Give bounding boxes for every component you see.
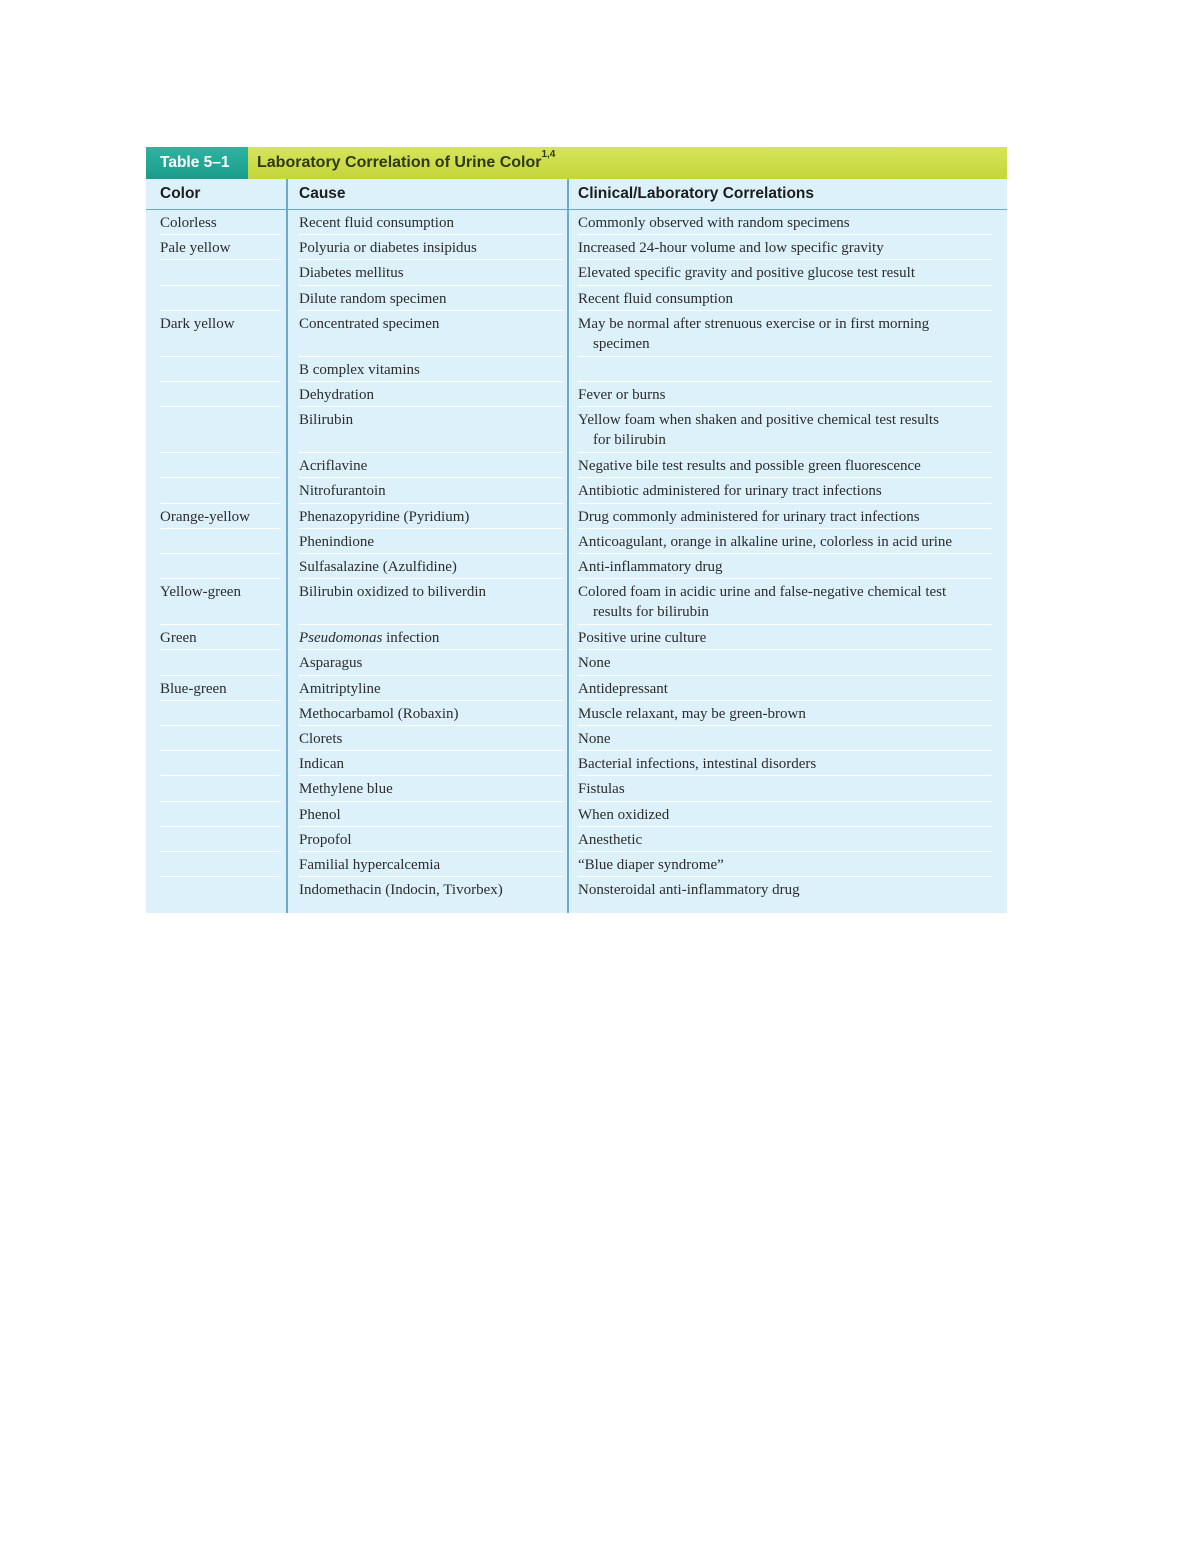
cell-cause: B complex vitamins bbox=[299, 361, 420, 378]
urine-color-table bbox=[146, 147, 1007, 913]
cell-correlation bbox=[578, 481, 882, 501]
cell-correlation-line: Antibiotic administered for urinary tract infections bbox=[578, 483, 882, 500]
table-row bbox=[146, 554, 1007, 579]
cell-cause: Asparagus bbox=[299, 655, 363, 672]
cell-cause: Familial hypercalcemia bbox=[299, 857, 441, 873]
table-title-text: Laboratory Correlation of Urine Color bbox=[257, 154, 542, 171]
cell-color: Dark yellow bbox=[160, 315, 235, 332]
cell-correlation bbox=[578, 653, 611, 673]
cell-cause: Sulfasalazine (Azulfidine) bbox=[299, 559, 457, 575]
cell-cause: Indomethacin (Indocin, Tivorbex) bbox=[299, 882, 503, 899]
cell-correlation-line: Elevated specific gravity and positive glucose test result bbox=[578, 265, 915, 282]
cell-correlation-line: “Blue diaper syndrome” bbox=[578, 857, 724, 873]
cell-correlation-line: Drug commonly administered for urinary tract infections bbox=[578, 508, 920, 525]
table-row bbox=[146, 235, 1007, 260]
cell-correlation-line: Positive urine culture bbox=[578, 630, 707, 647]
cell-correlation-line: Anesthetic bbox=[578, 831, 643, 848]
cell-cause bbox=[299, 628, 439, 648]
cell-correlation bbox=[578, 779, 625, 799]
table-title-bar bbox=[146, 147, 1007, 179]
cell-cause: Methylene blue bbox=[299, 781, 393, 798]
cell-correlation-line: May be normal after strenuous exercise or in first morning bbox=[578, 315, 930, 332]
cell-correlation bbox=[578, 507, 920, 527]
cell-cause: Phenazopyridine (Pyridium) bbox=[299, 508, 470, 525]
cell-correlation-continuation: for bilirubin bbox=[593, 432, 666, 449]
cell-correlation-continuation: results for bilirubin bbox=[593, 604, 709, 621]
cell-correlation-line: Anticoagulant, orange in alkaline urine, colorless in acid urine bbox=[578, 533, 953, 550]
cell-cause: Polyuria or diabetes insipidus bbox=[299, 240, 477, 257]
table-row bbox=[146, 802, 1007, 827]
cell-cause: Phenol bbox=[299, 806, 341, 823]
table-row bbox=[146, 852, 1007, 877]
cell-correlation-line: Anti-inflammatory drug bbox=[578, 559, 723, 575]
cell-cause: Diabetes mellitus bbox=[299, 265, 404, 282]
cell-color: Yellow-green bbox=[160, 584, 241, 601]
table-row bbox=[146, 877, 1007, 902]
cell-correlation bbox=[578, 754, 816, 774]
cell-correlation bbox=[578, 805, 669, 825]
cell-correlation bbox=[578, 557, 723, 577]
cell-correlation-line: Commonly observed with random specimens bbox=[578, 215, 850, 231]
cell-correlation-line: Antidepressant bbox=[578, 680, 668, 697]
cell-cause: Bilirubin bbox=[299, 412, 354, 429]
cell-color: Orange-yellow bbox=[160, 508, 250, 525]
header-cause: Cause bbox=[299, 185, 346, 202]
header-color: Color bbox=[160, 185, 201, 202]
table-number: Table 5–1 bbox=[146, 147, 248, 179]
table-row bbox=[146, 357, 1007, 382]
cell-correlation bbox=[578, 410, 939, 450]
cell-correlation bbox=[578, 532, 952, 552]
table-row bbox=[146, 827, 1007, 852]
table-row bbox=[146, 776, 1007, 801]
cell-correlation bbox=[578, 628, 706, 648]
table-row bbox=[146, 407, 1007, 453]
cell-correlation-line: Recent fluid consumption bbox=[578, 290, 733, 307]
cell-cause: Clorets bbox=[299, 731, 343, 747]
cell-correlation bbox=[578, 729, 611, 749]
table-row bbox=[146, 726, 1007, 751]
cell-color: Blue-green bbox=[160, 680, 227, 697]
table-row bbox=[146, 529, 1007, 554]
table-row bbox=[146, 286, 1007, 311]
header-correlations: Clinical/Laboratory Correlations bbox=[578, 185, 814, 202]
cell-cause: Bilirubin oxidized to biliverdin bbox=[299, 584, 487, 601]
table-row bbox=[146, 676, 1007, 701]
cell-color: Green bbox=[160, 630, 197, 647]
table-row bbox=[146, 210, 1007, 235]
cell-correlation-line: Muscle relaxant, may be green-brown bbox=[578, 705, 806, 722]
cell-correlation-line: Colored foam in acidic urine and false-negative chemical test bbox=[578, 584, 947, 601]
cell-correlation-line: Yellow foam when shaken and positive chemical test results bbox=[578, 412, 939, 429]
cell-cause: Indican bbox=[299, 756, 344, 773]
cell-cause: Recent fluid consumption bbox=[299, 215, 454, 231]
cell-correlation bbox=[578, 582, 946, 622]
cell-correlation-continuation: specimen bbox=[593, 335, 650, 352]
table-row bbox=[146, 453, 1007, 478]
cell-correlation bbox=[578, 213, 850, 233]
table-row bbox=[146, 650, 1007, 675]
cell-correlation-line: None bbox=[578, 655, 611, 672]
cell-correlation-line: Nonsteroidal anti-inflammatory drug bbox=[578, 882, 800, 899]
cell-cause: Propofol bbox=[299, 831, 352, 848]
table-row bbox=[146, 504, 1007, 529]
cell-cause: Phenindione bbox=[299, 533, 374, 550]
cell-color: Pale yellow bbox=[160, 240, 231, 257]
cell-cause: Acriflavine bbox=[299, 458, 368, 475]
table-row bbox=[146, 625, 1007, 650]
cell-correlation bbox=[578, 238, 884, 258]
cell-correlation-line: Fistulas bbox=[578, 781, 625, 798]
cell-correlation bbox=[578, 704, 806, 724]
table-row bbox=[146, 382, 1007, 407]
cell-correlation bbox=[578, 679, 668, 699]
table-row bbox=[146, 579, 1007, 625]
cell-correlation-line: Fever or burns bbox=[578, 387, 666, 403]
cell-cause: Amitriptyline bbox=[299, 680, 381, 697]
cell-cause: Dehydration bbox=[299, 387, 374, 403]
cell-correlation bbox=[578, 385, 665, 405]
cell-cause: Methocarbamol (Robaxin) bbox=[299, 705, 459, 722]
table-title-reference: 1,4 bbox=[541, 149, 556, 160]
table-header-row bbox=[146, 179, 1007, 210]
cell-cause: Nitrofurantoin bbox=[299, 483, 386, 500]
cell-correlation bbox=[578, 855, 724, 875]
table-title bbox=[257, 147, 555, 179]
cell-correlation bbox=[578, 456, 921, 476]
cell-correlation-line: None bbox=[578, 731, 611, 747]
cell-cause-italic: Pseudomonas bbox=[299, 630, 383, 647]
cell-correlation-line: Increased 24-hour volume and low specific gravity bbox=[578, 240, 884, 257]
cell-color: Colorless bbox=[160, 215, 217, 231]
table-row bbox=[146, 701, 1007, 726]
cell-correlation bbox=[578, 880, 800, 900]
cell-cause: Dilute random specimen bbox=[299, 290, 447, 307]
cell-correlation-line: When oxidized bbox=[578, 806, 670, 823]
table-row bbox=[146, 260, 1007, 285]
cell-correlation bbox=[578, 314, 929, 354]
table-row bbox=[146, 478, 1007, 503]
cell-correlation bbox=[578, 830, 642, 850]
table-row bbox=[146, 311, 1007, 357]
table-row bbox=[146, 751, 1007, 776]
cell-correlation bbox=[578, 263, 915, 283]
cell-correlation bbox=[578, 289, 733, 309]
cell-cause-text: infection bbox=[382, 630, 440, 647]
cell-correlation-line: Negative bile test results and possible green fluorescence bbox=[578, 458, 921, 475]
cell-correlation-line: Bacterial infections, intestinal disorders bbox=[578, 756, 817, 773]
cell-cause: Concentrated specimen bbox=[299, 315, 440, 332]
